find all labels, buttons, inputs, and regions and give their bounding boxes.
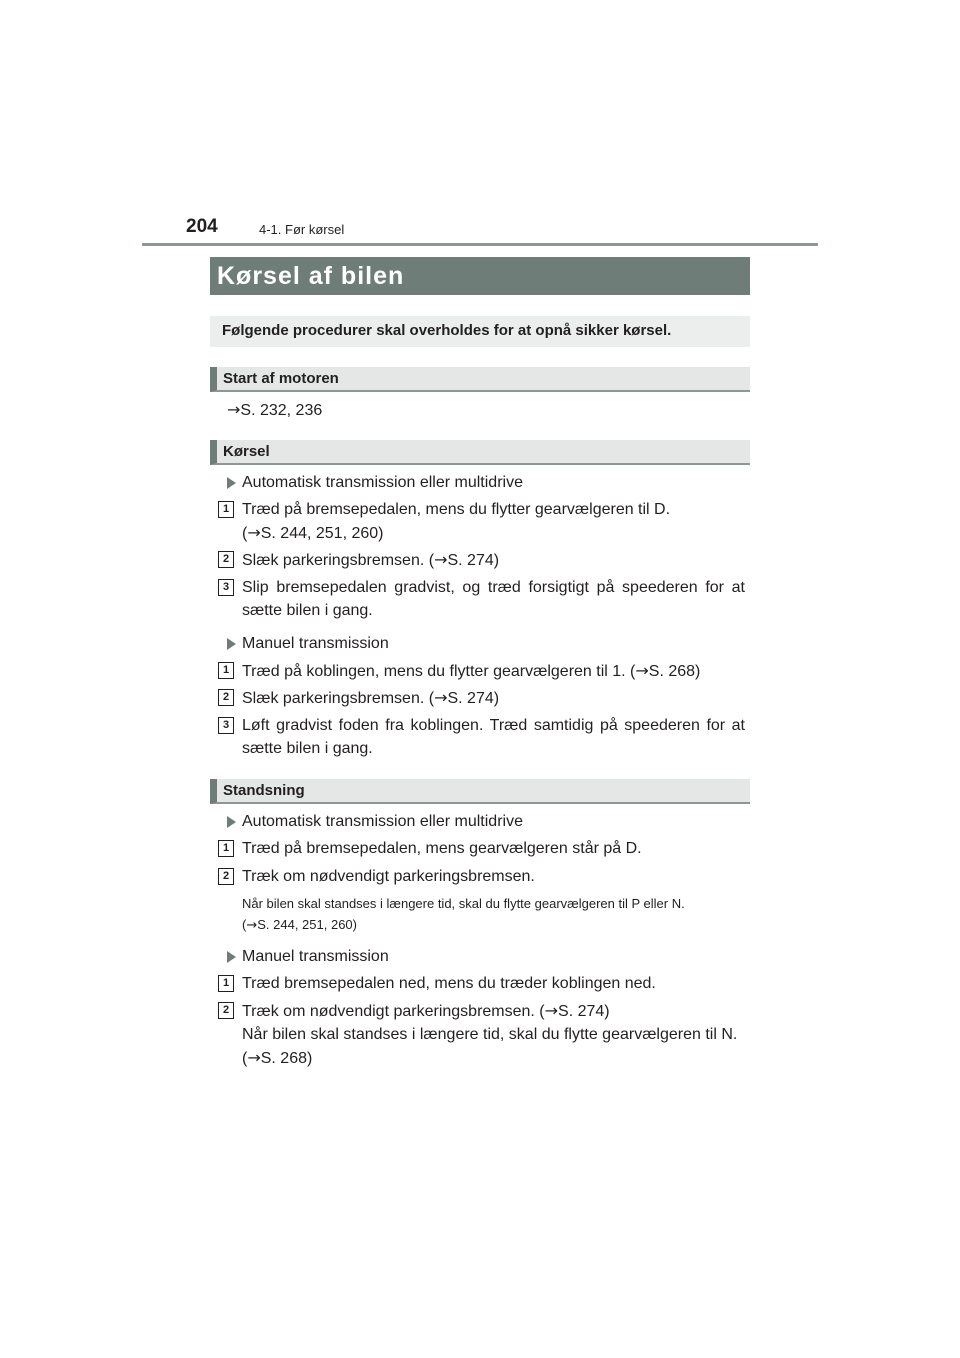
triangle-bullet-icon bbox=[227, 816, 236, 828]
section-heading-driving: Kørsel bbox=[210, 440, 750, 465]
step-number: 2 bbox=[218, 1002, 234, 1019]
step-number: 1 bbox=[218, 501, 234, 518]
step-number: 2 bbox=[218, 868, 234, 885]
arrow-icon: → bbox=[434, 688, 448, 707]
step-text: Slip bremsepedalen gradvist, og træd forsigtigt på speederen for at sætte bilen i gang. bbox=[242, 579, 745, 619]
step-text: Løft gradvist foden fra koblingen. Træd samtidig på speederen for at sætte bilen i gang. bbox=[242, 717, 745, 757]
step-text: Slæk parkeringsbremsen. (→S. 274) bbox=[242, 688, 500, 707]
step-number: 1 bbox=[218, 662, 234, 679]
page-title: Kørsel af bilen bbox=[210, 257, 750, 295]
triangle-bullet-icon bbox=[227, 477, 236, 489]
subheading-manual: Manuel transmission bbox=[242, 635, 389, 652]
subheading-automatic: Automatisk transmission eller multidrive bbox=[242, 813, 523, 830]
subheading-manual: Manuel transmission bbox=[242, 948, 389, 965]
arrow-icon: → bbox=[635, 661, 649, 680]
step-text: Træd på koblingen, mens du flytter gearvælgeren til 1. (→S. 268) bbox=[242, 661, 701, 680]
running-header: 4-1. Før kørsel bbox=[259, 222, 345, 237]
arrow-icon: → bbox=[247, 523, 261, 542]
step-number: 3 bbox=[218, 717, 234, 734]
step-text: Træk om nødvendigt parkeringsbremsen. bbox=[242, 868, 535, 885]
step-number: 2 bbox=[218, 551, 234, 568]
start-reference: →S. 232, 236 bbox=[227, 400, 323, 419]
step-text: Træd på bremsepedalen, mens du flytter gearvælgeren til D. (→S. 244, 251, 260) bbox=[242, 501, 671, 542]
step-text: Træk om nødvendigt parkeringsbremsen. (→S. 274) Når bilen skal standses i længere tid, skal du flytte gearvælgeren til N. (→S. 268) bbox=[242, 1001, 738, 1067]
arrow-icon: → bbox=[227, 400, 241, 419]
subheading-automatic: Automatisk transmission eller multidrive bbox=[242, 474, 523, 491]
intro-text: Følgende procedurer skal overholdes for at opnå sikker kørsel. bbox=[210, 316, 750, 347]
arrow-icon: → bbox=[544, 1001, 559, 1020]
step-number: 1 bbox=[218, 840, 234, 857]
step-number: 1 bbox=[218, 975, 234, 992]
step-number: 3 bbox=[218, 579, 234, 596]
section-heading-stopping: Standsning bbox=[210, 779, 750, 804]
note-text: Når bilen skal standses i længere tid, skal du flytte gearvælgeren til P eller N. (→S. 244, 251, 260) bbox=[242, 896, 685, 933]
triangle-bullet-icon bbox=[227, 638, 236, 650]
step-number: 2 bbox=[218, 689, 234, 706]
triangle-bullet-icon bbox=[227, 951, 236, 963]
arrow-icon: → bbox=[246, 918, 258, 933]
arrow-icon: → bbox=[247, 1048, 261, 1067]
step-text: Træd på bremsepedalen, mens gearvælgeren står på D. bbox=[242, 840, 642, 857]
section-heading-start: Start af motoren bbox=[210, 367, 750, 392]
step-text: Træd bremsepedalen ned, mens du træder koblingen ned. bbox=[242, 975, 656, 992]
step-text: Slæk parkeringsbremsen. (→S. 274) bbox=[242, 550, 500, 569]
header-rule bbox=[142, 243, 818, 246]
arrow-icon: → bbox=[434, 550, 448, 569]
page-number: 204 bbox=[186, 216, 218, 237]
